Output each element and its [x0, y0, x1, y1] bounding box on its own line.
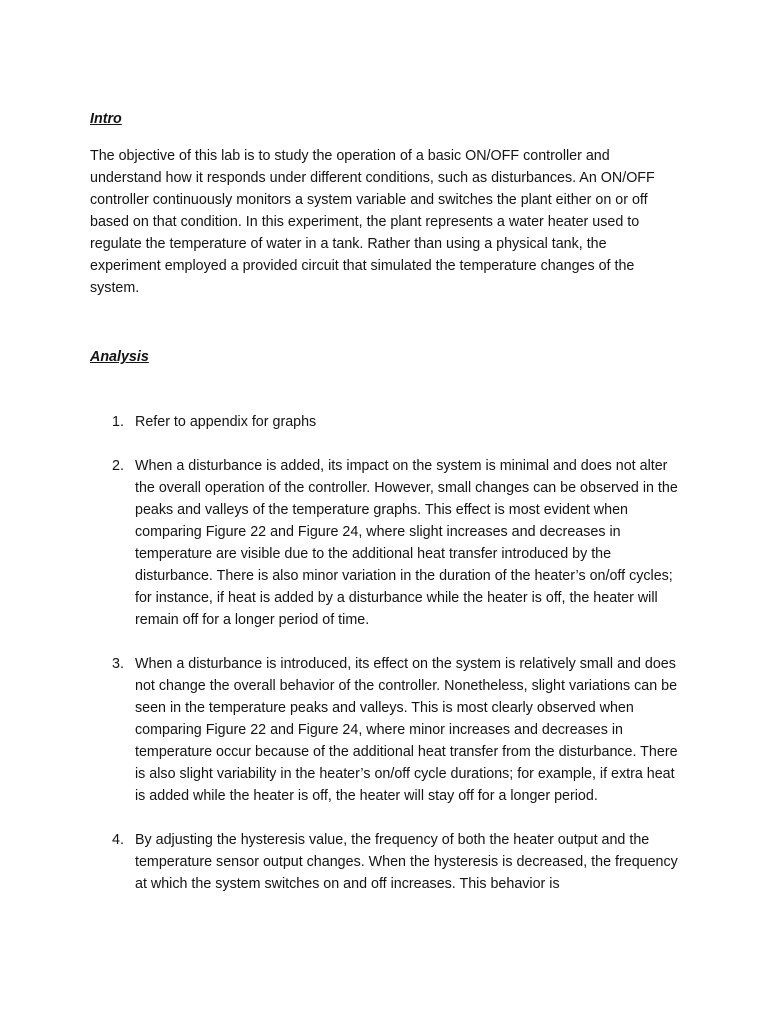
analysis-item-1: [90, 411, 680, 433]
analysis-item-3: [90, 653, 680, 807]
list-item-text: Refer to appendix for graphs: [135, 414, 317, 430]
list-item-text: When a disturbance is added, its impact on the system is minimal and does not alter the overall operation of the controller. However, small changes can be observed in the peaks and valleys of the temperature graphs. This effect is most evident when comparing Figure 22 and Figure 24, where slight increases and decreases in temperature are visible due to the additional heat transfer introduced by the disturbance. There is also minor variation in the duration of the heater’s on/off cycles; for instance, if heat is added by a disturbance while the heater is off, the heater will remain off for a longer period of time.: [135, 458, 678, 628]
list-number: 3.: [112, 656, 124, 672]
analysis-item-4: [90, 829, 680, 895]
analysis-item-2: [90, 455, 680, 631]
list-item-text: By adjusting the hysteresis value, the frequency of both the heater output and the temperature sensor output changes. When the hysteresis is decreased, the frequency at which the system switches on and off increases. This behavior is: [135, 832, 678, 892]
intro-paragraph: The objective of this lab is to study the operation of a basic ON/OFF controller and understand how it responds under different conditions, such as disturbances. An ON/OFF controller continuously monitors a system variable and switches the plant either on or off based on that condition. In this experiment, the plant represents a water heater used to regulate the temperature of water in a tank. Rather than using a physical tank, the experiment employed a provided circuit that simulated the temperature changes of the system.: [90, 148, 655, 296]
document-body: [90, 108, 680, 917]
list-number: 2.: [112, 458, 124, 474]
intro-heading: Intro: [90, 111, 122, 127]
list-number: 4.: [112, 832, 124, 848]
analysis-heading: Analysis: [90, 349, 149, 365]
list-number: 1.: [112, 414, 124, 430]
list-item-text: When a disturbance is introduced, its effect on the system is relatively small and does not change the overall behavior of the controller. Nonetheless, slight variations can be seen in the temperature peaks and valleys. This is most clearly observed when comparing Figure 22 and Figure 24, where minor increases and decreases in temperature occur because of the additional heat transfer from the disturbance. There is also slight variability in the heater’s on/off cycle durations; for example, if extra heat is added while the heater is off, the heater will stay off for a longer period.: [135, 656, 678, 804]
analysis-list: [90, 411, 680, 895]
